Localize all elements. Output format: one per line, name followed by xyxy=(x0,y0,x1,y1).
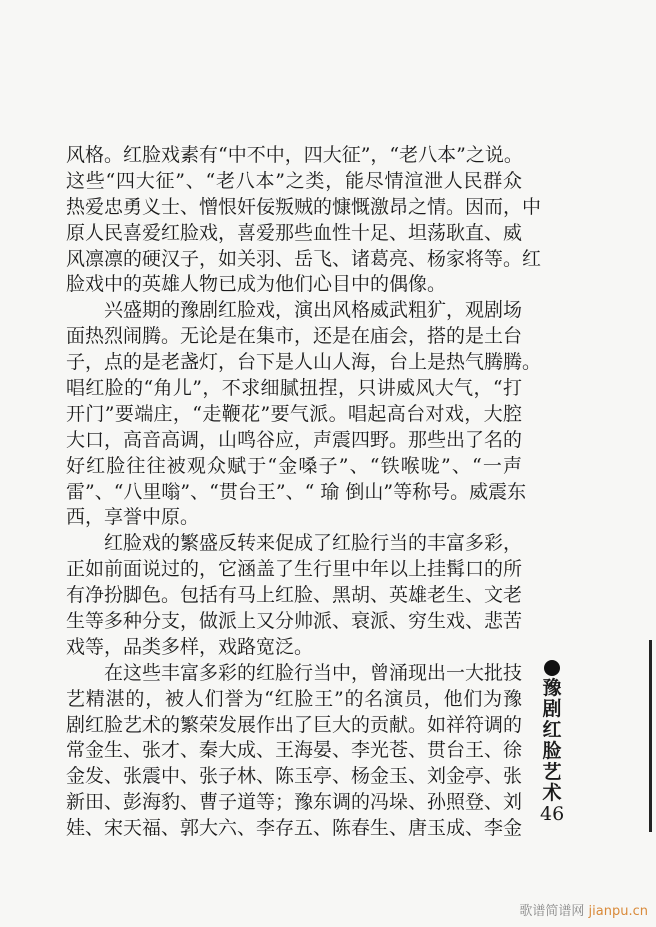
page-edge-divider xyxy=(649,640,652,832)
text-line: 兴盛期的豫剧红脸戏，演出风格威武粗犷，观剧场 xyxy=(104,299,523,322)
text-line: 剧红脸艺术的繁荣发展作出了巨大的贡献。如祥符调的 xyxy=(66,713,523,736)
text-line: 雷”、“八里嗡”、“贯台王”、“ 瑜 倒山”等称号。威震东 xyxy=(66,480,527,503)
text-line: 大口，高音高调，山鸣谷应，声震四野。那些出了名的 xyxy=(66,428,523,451)
text-line: 在这些丰富多彩的红脸行当中，曾涌现出一大批技 xyxy=(104,661,523,684)
text-line: 金发、张震中、张子林、陈玉亭、杨金玉、刘金亭、张 xyxy=(66,765,523,788)
paragraph xyxy=(66,143,542,298)
text-line: 新田、彭海豹、曹子道等；豫东调的冯垛、孙照登、刘 xyxy=(66,791,523,814)
text-line: 有净扮脚色。包括有马上红脸、黑胡、英雄老生、文老 xyxy=(66,584,523,607)
title-char: 豫 xyxy=(542,677,562,699)
text-line: 正如前面说过的，它涵盖了生行里中年以上挂髯口的所 xyxy=(66,558,523,581)
text-line: 艺精湛的，被人们誉为“红脸王”的名演员，他们为豫 xyxy=(66,687,522,710)
title-char: 术 xyxy=(542,782,562,804)
text-line: 娃、宋天福、郭大六、李存五、陈春生、唐玉成、李金 xyxy=(66,817,523,840)
watermark-cn: 歌谱简谱网 xyxy=(519,904,585,919)
text-line: 戏等，品类多样，戏路宽泛。 xyxy=(66,635,314,658)
paragraph xyxy=(66,298,542,531)
text-line: 红脸戏的繁盛反转来促成了红脸行当的丰富多彩， xyxy=(104,532,523,555)
text-line: 开门”要端庄，“走鞭花”要气派。唱起高台对戏，大腔 xyxy=(66,402,522,425)
text-line: 这些“四大征”、“老八本”之类，能尽情渲泄人民群众 xyxy=(66,169,522,192)
text-line: 子，点的是老盏灯，台下是人山人海，台上是热气腾腾。 xyxy=(66,351,542,374)
text-line: 热爱忠勇义士、憎恨奸佞叛贼的慷慨激昂之情。因而，中 xyxy=(66,195,542,218)
text-line: 面热烈闹腾。无论是在集市，还是在庙会，搭的是土台 xyxy=(66,325,523,348)
text-line: 风格。红脸戏素有“中不中，四大征”，“老八本”之说。 xyxy=(66,144,523,166)
body-text xyxy=(66,143,542,842)
text-line: 西，享誉中原。 xyxy=(66,506,200,529)
title-char: 艺 xyxy=(542,761,562,783)
text-line: 风凛凛的硬汉子，如关羽、岳飞、诸葛亮、杨家将等。红 xyxy=(66,247,542,270)
text-line: 原人民喜爱红脸戏，喜爱那些血性十足、坦荡耿直、威 xyxy=(66,221,523,244)
bullet-dot-icon xyxy=(544,660,560,676)
text-line: 常金生、张才、秦大成、王海晏、李光苍、贯台王、徐 xyxy=(66,739,523,762)
watermark-en: jianpu.cn xyxy=(588,904,648,919)
text-line: 好红脸往往被观众赋于“金嗓子”、“铁喉咙”、“一声 xyxy=(66,454,522,477)
paragraph xyxy=(66,661,522,842)
text-line: 脸戏中的英雄人物已成为他们心目中的偶像。 xyxy=(66,273,447,296)
title-char: 剧 xyxy=(542,698,562,720)
paragraph xyxy=(66,531,522,660)
running-title xyxy=(541,660,563,804)
title-char: 脸 xyxy=(542,740,562,762)
page-number: 46 xyxy=(540,803,565,825)
text-line: 唱红脸的“角儿”，不求细腻扭捏，只讲威风大气，“打 xyxy=(66,377,522,400)
text-line: 生等多种分支，做派上又分帅派、衰派、穷生戏、悲苦 xyxy=(66,610,523,633)
watermark xyxy=(519,900,648,919)
title-char: 红 xyxy=(542,719,562,741)
